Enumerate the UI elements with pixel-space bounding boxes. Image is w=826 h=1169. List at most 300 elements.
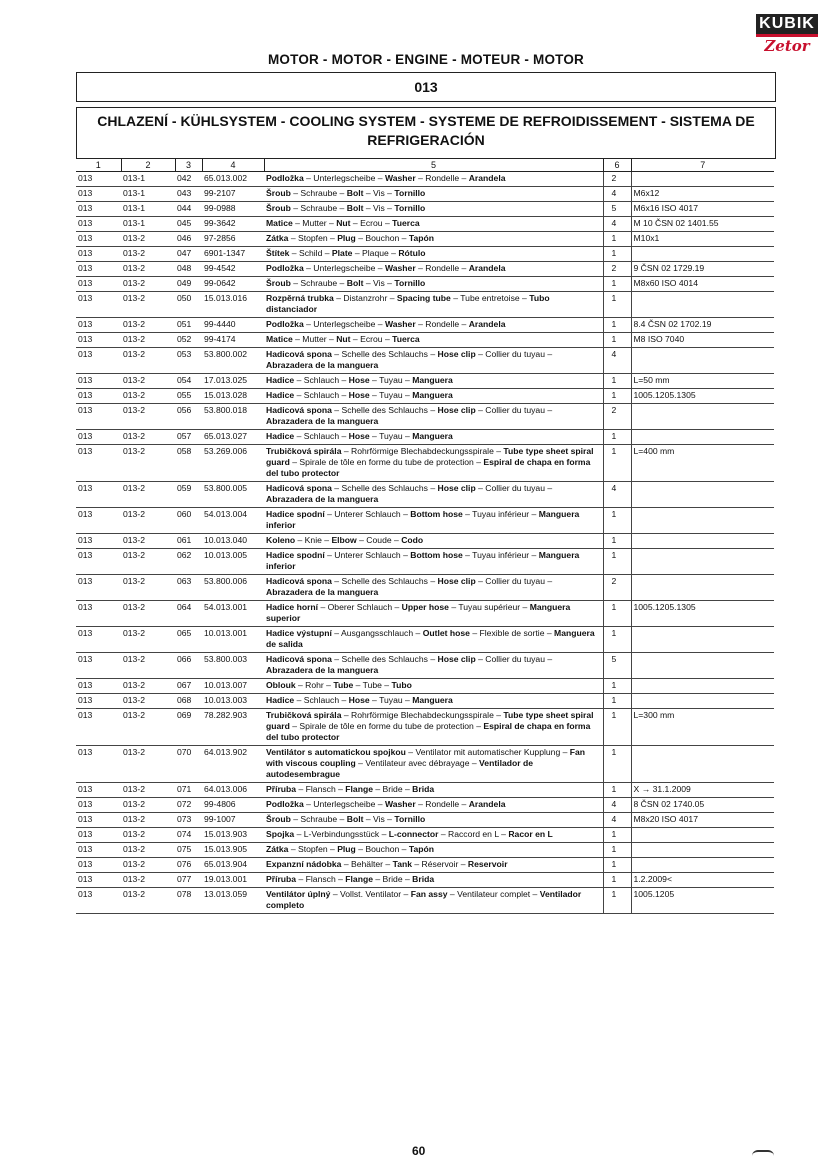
- desc-term: Ventilador de autodesembrague: [266, 758, 533, 779]
- col-description: [264, 858, 603, 873]
- col-subgroup: 013-2: [121, 798, 175, 813]
- col-subgroup: 013-2: [121, 858, 175, 873]
- desc-term: Manguera: [412, 695, 453, 705]
- desc-term: Hose clip: [437, 576, 476, 586]
- col-note: L=300 mm: [631, 709, 774, 746]
- col-part-number: 99-4806: [202, 798, 264, 813]
- col-position: 052: [175, 333, 202, 348]
- col-group: 013: [76, 843, 121, 858]
- col-description: [264, 232, 603, 247]
- col-note: 8.4 ČSN 02 1702.19: [631, 318, 774, 333]
- col-subgroup: 013-2: [121, 292, 175, 318]
- page-number: 60: [412, 1144, 426, 1158]
- desc-term: Tubo distanciador: [266, 293, 550, 314]
- desc-term: Matice: [266, 334, 293, 344]
- desc-separator-text: – Rondelle –: [415, 263, 469, 273]
- desc-term: Plate: [331, 248, 353, 258]
- col-subgroup: 013-2: [121, 277, 175, 292]
- desc-term: Reservoir: [467, 859, 508, 869]
- col-note: M6x16 ISO 4017: [631, 202, 774, 217]
- desc-separator-text: – Schelle des Schlauchs –: [331, 405, 438, 415]
- col-position: 060: [175, 508, 202, 534]
- col-subgroup: 013-2: [121, 262, 175, 277]
- col-subgroup: 013-2: [121, 318, 175, 333]
- col-subgroup: 013-2: [121, 813, 175, 828]
- col-subgroup: 013-2: [121, 333, 175, 348]
- desc-separator-text: – Rondelle –: [415, 173, 469, 183]
- col-group: 013: [76, 601, 121, 627]
- desc-separator-text: – Rondelle –: [415, 319, 469, 329]
- col-part-number: 65.013.002: [202, 172, 264, 187]
- col-part-number: 53.269.006: [202, 445, 264, 482]
- col-quantity: 1: [603, 318, 631, 333]
- col-description: [264, 709, 603, 746]
- col-quantity: 1: [603, 601, 631, 627]
- desc-term: Hose clip: [437, 405, 476, 415]
- desc-separator-text: – Schlauch –: [294, 695, 349, 705]
- desc-separator-text: – Rondelle –: [415, 799, 469, 809]
- col-part-number: 13.013.059: [202, 888, 264, 914]
- col-note: [631, 247, 774, 262]
- desc-term: Matice: [266, 218, 293, 228]
- desc-term: Hadicová spona: [266, 405, 332, 415]
- col-quantity: 1: [603, 549, 631, 575]
- desc-term: Hadice: [266, 695, 295, 705]
- col-quantity: 1: [603, 277, 631, 292]
- table-row: [76, 653, 774, 679]
- col-part-number: 99-0988: [202, 202, 264, 217]
- col-part-number: 15.013.028: [202, 389, 264, 404]
- table-row: [76, 247, 774, 262]
- desc-term: Tank: [392, 859, 412, 869]
- col-position: 070: [175, 746, 202, 783]
- col-subgroup: 013-2: [121, 888, 175, 914]
- col-description: [264, 813, 603, 828]
- desc-term: Podložka: [266, 263, 304, 273]
- desc-term: Manguera inferior: [266, 550, 580, 571]
- col-note: M 10 ČSN 02 1401.55: [631, 217, 774, 232]
- desc-term: Příruba: [266, 784, 297, 794]
- desc-separator-text: – Tuyau inférieur –: [462, 550, 539, 560]
- desc-term: Abrazadera de la manguera: [266, 416, 379, 426]
- col-subgroup: 013-2: [121, 679, 175, 694]
- col-subgroup: 013-2: [121, 374, 175, 389]
- desc-separator-text: – Bride –: [373, 874, 413, 884]
- col-position: 067: [175, 679, 202, 694]
- desc-term: Manguera: [412, 390, 453, 400]
- col-part-number: 78.282.903: [202, 709, 264, 746]
- col-subgroup: 013-2: [121, 873, 175, 888]
- col-group: 013: [76, 798, 121, 813]
- desc-separator-text: – Knie –: [295, 535, 332, 545]
- col-subgroup: 013-2: [121, 482, 175, 508]
- desc-separator-text: – Ventilateur complet –: [447, 889, 540, 899]
- col-position: 044: [175, 202, 202, 217]
- desc-term: Hadice: [266, 375, 295, 385]
- col-note: M8x60 ISO 4014: [631, 277, 774, 292]
- col-part-number: 99-4542: [202, 262, 264, 277]
- column-header: 6: [603, 159, 631, 172]
- col-position: 072: [175, 798, 202, 813]
- desc-term: Příruba: [266, 874, 297, 884]
- col-note: 8 ČSN 02 1740.05: [631, 798, 774, 813]
- col-quantity: 1: [603, 746, 631, 783]
- desc-term: Hadice: [266, 390, 295, 400]
- desc-separator-text: – Collier du tuyau –: [475, 483, 553, 493]
- col-note: [631, 746, 774, 783]
- col-position: 065: [175, 627, 202, 653]
- brand-logo: [756, 14, 818, 56]
- desc-term: Espiral de chapa en forma del tubo protector: [266, 457, 591, 478]
- desc-separator-text: – Mutter –: [292, 218, 337, 228]
- desc-term: Codo: [401, 535, 424, 545]
- col-part-number: 53.800.006: [202, 575, 264, 601]
- col-group: 013: [76, 575, 121, 601]
- desc-term: Šroub: [266, 188, 291, 198]
- col-group: 013: [76, 333, 121, 348]
- desc-term: Bolt: [346, 188, 364, 198]
- desc-separator-text: – Tuyau inférieur –: [462, 509, 539, 519]
- col-description: [264, 430, 603, 445]
- page-title: MOTOR - MOTOR - ENGINE - MOTEUR - MOTOR: [267, 52, 585, 67]
- col-description: [264, 575, 603, 601]
- col-subgroup: 013-2: [121, 534, 175, 549]
- col-note: M8x20 ISO 4017: [631, 813, 774, 828]
- table-row: [76, 277, 774, 292]
- col-note: M10x1: [631, 232, 774, 247]
- col-group: 013: [76, 858, 121, 873]
- col-subgroup: 013-1: [121, 172, 175, 187]
- col-part-number: 65.013.904: [202, 858, 264, 873]
- col-position: 043: [175, 187, 202, 202]
- desc-separator-text: – Unterlegscheibe –: [303, 319, 385, 329]
- desc-term: Spojka: [266, 829, 295, 839]
- col-subgroup: 013-2: [121, 653, 175, 679]
- col-part-number: 54.013.004: [202, 508, 264, 534]
- desc-term: Tube: [333, 680, 354, 690]
- col-group: 013: [76, 813, 121, 828]
- desc-separator-text: – Mutter –: [292, 334, 337, 344]
- desc-term: Manguera inferior: [266, 509, 580, 530]
- col-note: [631, 653, 774, 679]
- col-position: 069: [175, 709, 202, 746]
- col-part-number: 97-2856: [202, 232, 264, 247]
- col-part-number: 99-3642: [202, 217, 264, 232]
- col-subgroup: 013-2: [121, 232, 175, 247]
- col-subgroup: 013-2: [121, 404, 175, 430]
- desc-term: Hadice spodní: [266, 509, 325, 519]
- desc-separator-text: – Schlauch –: [294, 375, 349, 385]
- col-group: 013: [76, 828, 121, 843]
- desc-term: Trubičková spirála: [266, 446, 342, 456]
- desc-separator-text: – Schraube –: [290, 814, 347, 824]
- col-quantity: 4: [603, 798, 631, 813]
- col-group: 013: [76, 627, 121, 653]
- desc-separator-text: – Schelle des Schlauchs –: [331, 654, 438, 664]
- desc-term: Hadicová spona: [266, 576, 332, 586]
- table-row: [76, 828, 774, 843]
- desc-term: Hose clip: [437, 654, 476, 664]
- desc-term: Abrazadera de la manguera: [266, 587, 379, 597]
- desc-separator-text: – Rohrförmige Blechabdeckungsspirale –: [341, 710, 504, 720]
- col-quantity: 5: [603, 202, 631, 217]
- col-description: [264, 187, 603, 202]
- col-description: [264, 601, 603, 627]
- col-quantity: 4: [603, 813, 631, 828]
- logo-kubik: KUBIK: [756, 14, 818, 37]
- col-position: 074: [175, 828, 202, 843]
- col-description: [264, 277, 603, 292]
- desc-term: Zátka: [266, 844, 289, 854]
- desc-separator-text: – Flexible de sortie –: [469, 628, 555, 638]
- col-note: 1005.1205.1305: [631, 601, 774, 627]
- col-description: [264, 482, 603, 508]
- desc-term: Hose: [348, 695, 370, 705]
- col-note: L=50 mm: [631, 374, 774, 389]
- col-note: [631, 348, 774, 374]
- col-quantity: 4: [603, 187, 631, 202]
- desc-separator-text: – Bride –: [373, 784, 413, 794]
- desc-separator-text: – Tuyau –: [369, 375, 413, 385]
- col-group: 013: [76, 172, 121, 187]
- desc-separator-text: – Behälter –: [341, 859, 393, 869]
- desc-term: Arandela: [468, 319, 506, 329]
- group-code: 013: [76, 72, 776, 102]
- desc-separator-text: – Bouchon –: [355, 233, 409, 243]
- desc-term: Bolt: [346, 203, 364, 213]
- col-quantity: 4: [603, 217, 631, 232]
- desc-term: Spacing tube: [396, 293, 451, 303]
- desc-term: Hadicová spona: [266, 654, 332, 664]
- desc-term: Ventilador completo: [266, 889, 582, 910]
- desc-term: Tuerca: [392, 218, 420, 228]
- desc-separator-text: – Vis –: [363, 188, 395, 198]
- table-row: [76, 187, 774, 202]
- table-row: [76, 430, 774, 445]
- desc-term: Flange: [345, 784, 373, 794]
- table-row: [76, 534, 774, 549]
- desc-term: Hose clip: [437, 349, 476, 359]
- desc-term: Hadice spodní: [266, 550, 325, 560]
- desc-separator-text: – Schraube –: [290, 278, 347, 288]
- col-description: [264, 508, 603, 534]
- desc-term: Koleno: [266, 535, 296, 545]
- col-note: [631, 404, 774, 430]
- desc-separator-text: – Distanzrohr –: [333, 293, 397, 303]
- desc-separator-text: – Vis –: [363, 203, 395, 213]
- desc-term: Tubo: [391, 680, 412, 690]
- col-part-number: 53.800.003: [202, 653, 264, 679]
- col-quantity: 1: [603, 430, 631, 445]
- desc-separator-text: – Ecrou –: [350, 218, 393, 228]
- col-group: 013: [76, 247, 121, 262]
- col-description: [264, 333, 603, 348]
- col-position: 053: [175, 348, 202, 374]
- col-description: [264, 404, 603, 430]
- desc-separator-text: – Tuyau –: [369, 695, 413, 705]
- col-note: M8 ISO 7040: [631, 333, 774, 348]
- table-row: [76, 389, 774, 404]
- desc-term: Outlet hose: [422, 628, 470, 638]
- col-subgroup: 013-2: [121, 627, 175, 653]
- col-description: [264, 888, 603, 914]
- desc-term: Ventilátor s automatickou spojkou: [266, 747, 406, 757]
- col-position: 047: [175, 247, 202, 262]
- col-quantity: 1: [603, 333, 631, 348]
- desc-separator-text: – Spirale de tôle en forme du tube de protection –: [289, 457, 484, 467]
- col-quantity: 1: [603, 374, 631, 389]
- desc-separator-text: – Unterlegscheibe –: [303, 263, 385, 273]
- col-group: 013: [76, 277, 121, 292]
- col-subgroup: 013-1: [121, 217, 175, 232]
- col-subgroup: 013-2: [121, 601, 175, 627]
- col-position: 076: [175, 858, 202, 873]
- col-description: [264, 318, 603, 333]
- col-part-number: 65.013.027: [202, 430, 264, 445]
- col-note: [631, 534, 774, 549]
- desc-separator-text: – Vollst. Ventilator –: [330, 889, 411, 899]
- desc-separator-text: – Réservoir –: [412, 859, 468, 869]
- col-position: 068: [175, 694, 202, 709]
- col-quantity: 2: [603, 575, 631, 601]
- col-quantity: 1: [603, 232, 631, 247]
- desc-separator-text: – Vis –: [363, 278, 395, 288]
- col-note: [631, 679, 774, 694]
- desc-term: Tornillo: [394, 203, 426, 213]
- col-group: 013: [76, 783, 121, 798]
- col-quantity: 1: [603, 709, 631, 746]
- desc-term: Washer: [384, 263, 416, 273]
- desc-term: L-connector: [388, 829, 439, 839]
- parts-table: [76, 158, 774, 914]
- desc-separator-text: – Stopfen –: [288, 233, 338, 243]
- col-group: 013: [76, 549, 121, 575]
- col-position: 055: [175, 389, 202, 404]
- desc-term: Trubičková spirála: [266, 710, 342, 720]
- col-description: [264, 172, 603, 187]
- desc-separator-text: – Tube –: [353, 680, 392, 690]
- col-description: [264, 828, 603, 843]
- col-quantity: 1: [603, 888, 631, 914]
- desc-separator-text: – Rohr –: [295, 680, 334, 690]
- desc-term: Podložka: [266, 173, 304, 183]
- col-position: 050: [175, 292, 202, 318]
- desc-separator-text: – Unterlegscheibe –: [303, 799, 385, 809]
- col-group: 013: [76, 232, 121, 247]
- col-position: 048: [175, 262, 202, 277]
- col-part-number: 99-4440: [202, 318, 264, 333]
- desc-term: Šroub: [266, 814, 291, 824]
- col-note: [631, 430, 774, 445]
- desc-term: Bolt: [346, 814, 364, 824]
- col-subgroup: 013-2: [121, 828, 175, 843]
- col-position: 063: [175, 575, 202, 601]
- desc-term: Arandela: [468, 173, 506, 183]
- col-note: [631, 828, 774, 843]
- col-group: 013: [76, 694, 121, 709]
- desc-separator-text: – Oberer Schlauch –: [318, 602, 402, 612]
- desc-separator-text: – Vis –: [363, 814, 395, 824]
- col-subgroup: 013-1: [121, 187, 175, 202]
- table-row: [76, 679, 774, 694]
- col-description: [264, 348, 603, 374]
- col-part-number: 99-2107: [202, 187, 264, 202]
- col-description: [264, 627, 603, 653]
- desc-separator-text: – Flansch –: [296, 784, 346, 794]
- table-row: [76, 858, 774, 873]
- column-header: 7: [631, 159, 774, 172]
- col-note: 9 ČSN 02 1729.19: [631, 262, 774, 277]
- desc-term: Tornillo: [394, 814, 426, 824]
- col-position: 059: [175, 482, 202, 508]
- desc-term: Tuerca: [392, 334, 420, 344]
- col-note: [631, 508, 774, 534]
- desc-term: Manguera de salida: [266, 628, 595, 649]
- col-position: 073: [175, 813, 202, 828]
- col-quantity: 1: [603, 679, 631, 694]
- desc-term: Hadicová spona: [266, 349, 332, 359]
- col-group: 013: [76, 202, 121, 217]
- col-part-number: 54.013.001: [202, 601, 264, 627]
- col-quantity: 1: [603, 828, 631, 843]
- desc-term: Bottom hose: [410, 550, 463, 560]
- col-position: 057: [175, 430, 202, 445]
- col-description: [264, 873, 603, 888]
- col-description: [264, 534, 603, 549]
- desc-separator-text: – Schelle des Schlauchs –: [331, 576, 438, 586]
- col-position: 075: [175, 843, 202, 858]
- desc-separator-text: – Schelle des Schlauchs –: [331, 349, 438, 359]
- desc-separator-text: – Schraube –: [290, 203, 347, 213]
- col-description: [264, 202, 603, 217]
- col-quantity: 1: [603, 508, 631, 534]
- desc-separator-text: – Schlauch –: [294, 431, 349, 441]
- desc-term: Flange: [345, 874, 373, 884]
- desc-term: Tapón: [408, 233, 434, 243]
- desc-term: Washer: [384, 319, 416, 329]
- desc-term: Tapón: [408, 844, 434, 854]
- col-group: 013: [76, 482, 121, 508]
- desc-separator-text: – Flansch –: [296, 874, 346, 884]
- desc-term: Racor en L: [508, 829, 553, 839]
- desc-separator-text: – Tuyau –: [369, 390, 413, 400]
- col-quantity: 1: [603, 783, 631, 798]
- col-part-number: 19.013.001: [202, 873, 264, 888]
- table-row: [76, 262, 774, 277]
- col-note: X → 31.1.2009: [631, 783, 774, 798]
- desc-separator-text: – Schelle des Schlauchs –: [331, 483, 438, 493]
- col-description: [264, 694, 603, 709]
- col-subgroup: 013-2: [121, 694, 175, 709]
- col-description: [264, 389, 603, 404]
- col-quantity: 1: [603, 843, 631, 858]
- col-part-number: 53.800.018: [202, 404, 264, 430]
- col-subgroup: 013-2: [121, 247, 175, 262]
- col-position: 071: [175, 783, 202, 798]
- desc-separator-text: – Rohrförmige Blechabdeckungsspirale –: [341, 446, 504, 456]
- table-row: [76, 798, 774, 813]
- col-part-number: 64.013.902: [202, 746, 264, 783]
- col-quantity: 1: [603, 627, 631, 653]
- desc-separator-text: – Unterer Schlauch –: [324, 509, 411, 519]
- table-row: [76, 172, 774, 187]
- desc-term: Fan with viscous coupling: [266, 747, 586, 768]
- desc-term: Tube type sheet spiral guard: [266, 446, 594, 467]
- desc-term: Washer: [384, 799, 416, 809]
- table-row: [76, 627, 774, 653]
- desc-term: Plug: [337, 233, 356, 243]
- col-group: 013: [76, 888, 121, 914]
